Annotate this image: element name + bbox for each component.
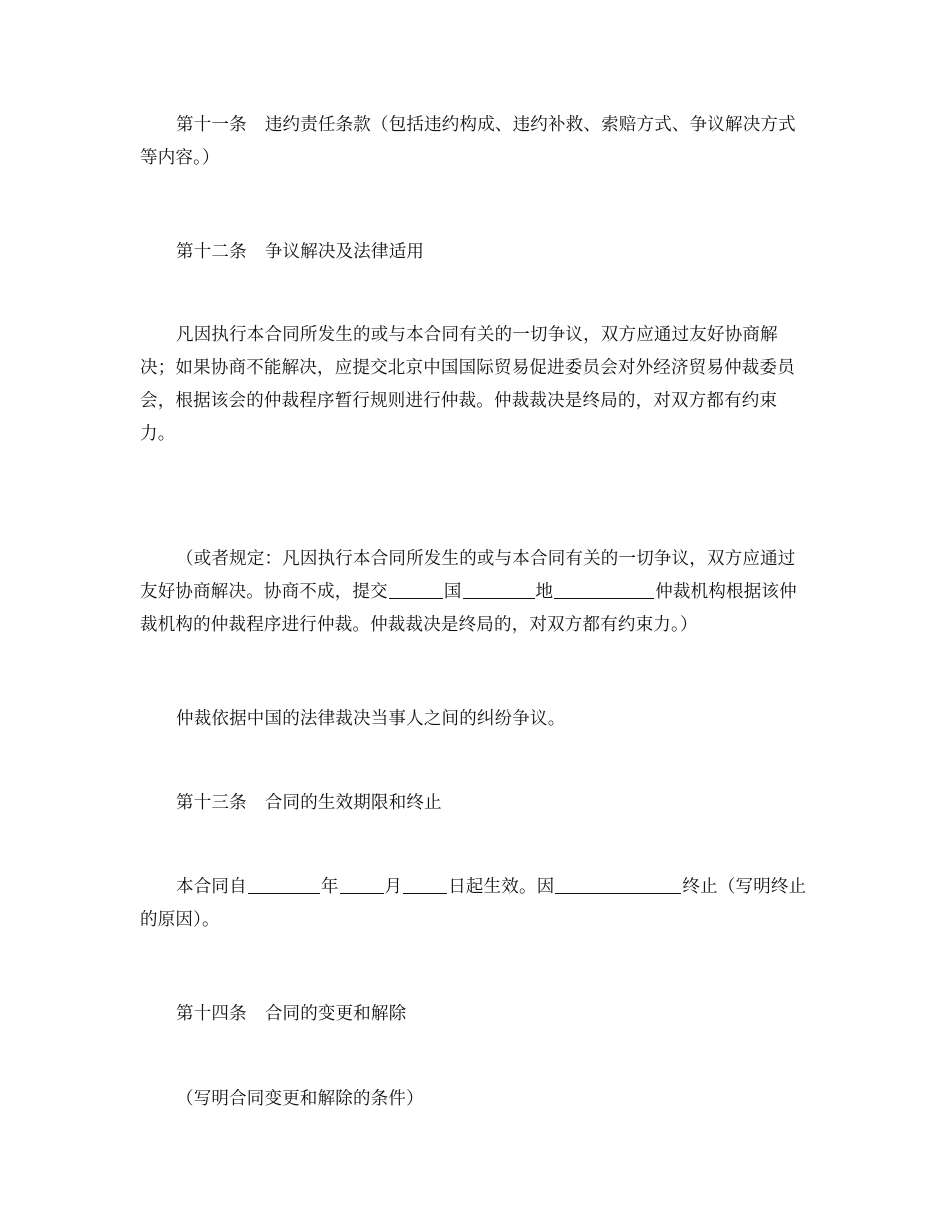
article-14-heading: 第十四条 [176, 1004, 247, 1024]
effective-text-1: 本合同自 [176, 877, 247, 897]
article-13-heading-line [140, 787, 812, 820]
effective-text-5: 终止（写明终止的原因）。 [140, 877, 807, 930]
article-11-paragraph [140, 109, 812, 175]
termination-reason-blank[interactable] [555, 873, 681, 894]
article-12-heading-line [140, 236, 812, 269]
alternative-text-3: 地 [535, 582, 554, 602]
effective-text-3: 月 [384, 877, 403, 897]
effective-text-4: 日起生效。因 [448, 877, 555, 897]
place-blank[interactable] [463, 578, 535, 599]
article-11-text: 违约责任条款（包括违约构成、违约补救、索赔方式、争议解决方式等内容。） [140, 115, 796, 168]
year-blank[interactable] [248, 873, 320, 894]
article-12-heading: 第十二条 [176, 242, 247, 262]
alternative-text-4: 仲裁机构根据该仲裁机构的仲裁程序进行仲裁。仲裁裁决是终局的，对双方都有约束力。） [140, 582, 797, 635]
article-11-heading: 第十一条 [176, 115, 247, 135]
country-blank[interactable] [389, 578, 443, 599]
article-13-heading: 第十三条 [176, 793, 247, 813]
article-14-heading-line [140, 998, 812, 1031]
institution-blank[interactable] [554, 578, 654, 599]
day-blank[interactable] [403, 873, 447, 894]
month-blank[interactable] [340, 873, 384, 894]
article-14-title: 合同的变更和解除 [264, 1004, 407, 1024]
governing-law-paragraph: 仲裁依据中国的法律裁决当事人之间的纠纷争议。 [176, 709, 566, 729]
effective-period-paragraph [140, 871, 812, 937]
alternative-text-2: 国 [443, 582, 462, 602]
alternative-text-1: （或者规定：凡因执行本合同所发生的或与本合同有关的一切争议，双方应通过友好协商解决。协商不成，提交 [140, 549, 796, 602]
article-12-title: 争议解决及法律适用 [264, 242, 425, 262]
alternative-arbitration-paragraph [140, 543, 812, 642]
article-13-title: 合同的生效期限和终止 [264, 793, 442, 813]
change-conditions-note: （写明合同变更和解除的条件） [176, 1089, 424, 1109]
effective-text-2: 年 [320, 877, 339, 897]
arbitration-paragraph: 凡因执行本合同所发生的或与本合同有关的一切争议，双方应通过友好协商解决；如果协商不能解决，应提交北京中国国际贸易促进委员会对外经济贸易仲裁委员会，根据该会的仲裁程序暂行规则进行仲裁。仲裁裁决是终局的，对双方都有约束力。 [140, 325, 795, 444]
